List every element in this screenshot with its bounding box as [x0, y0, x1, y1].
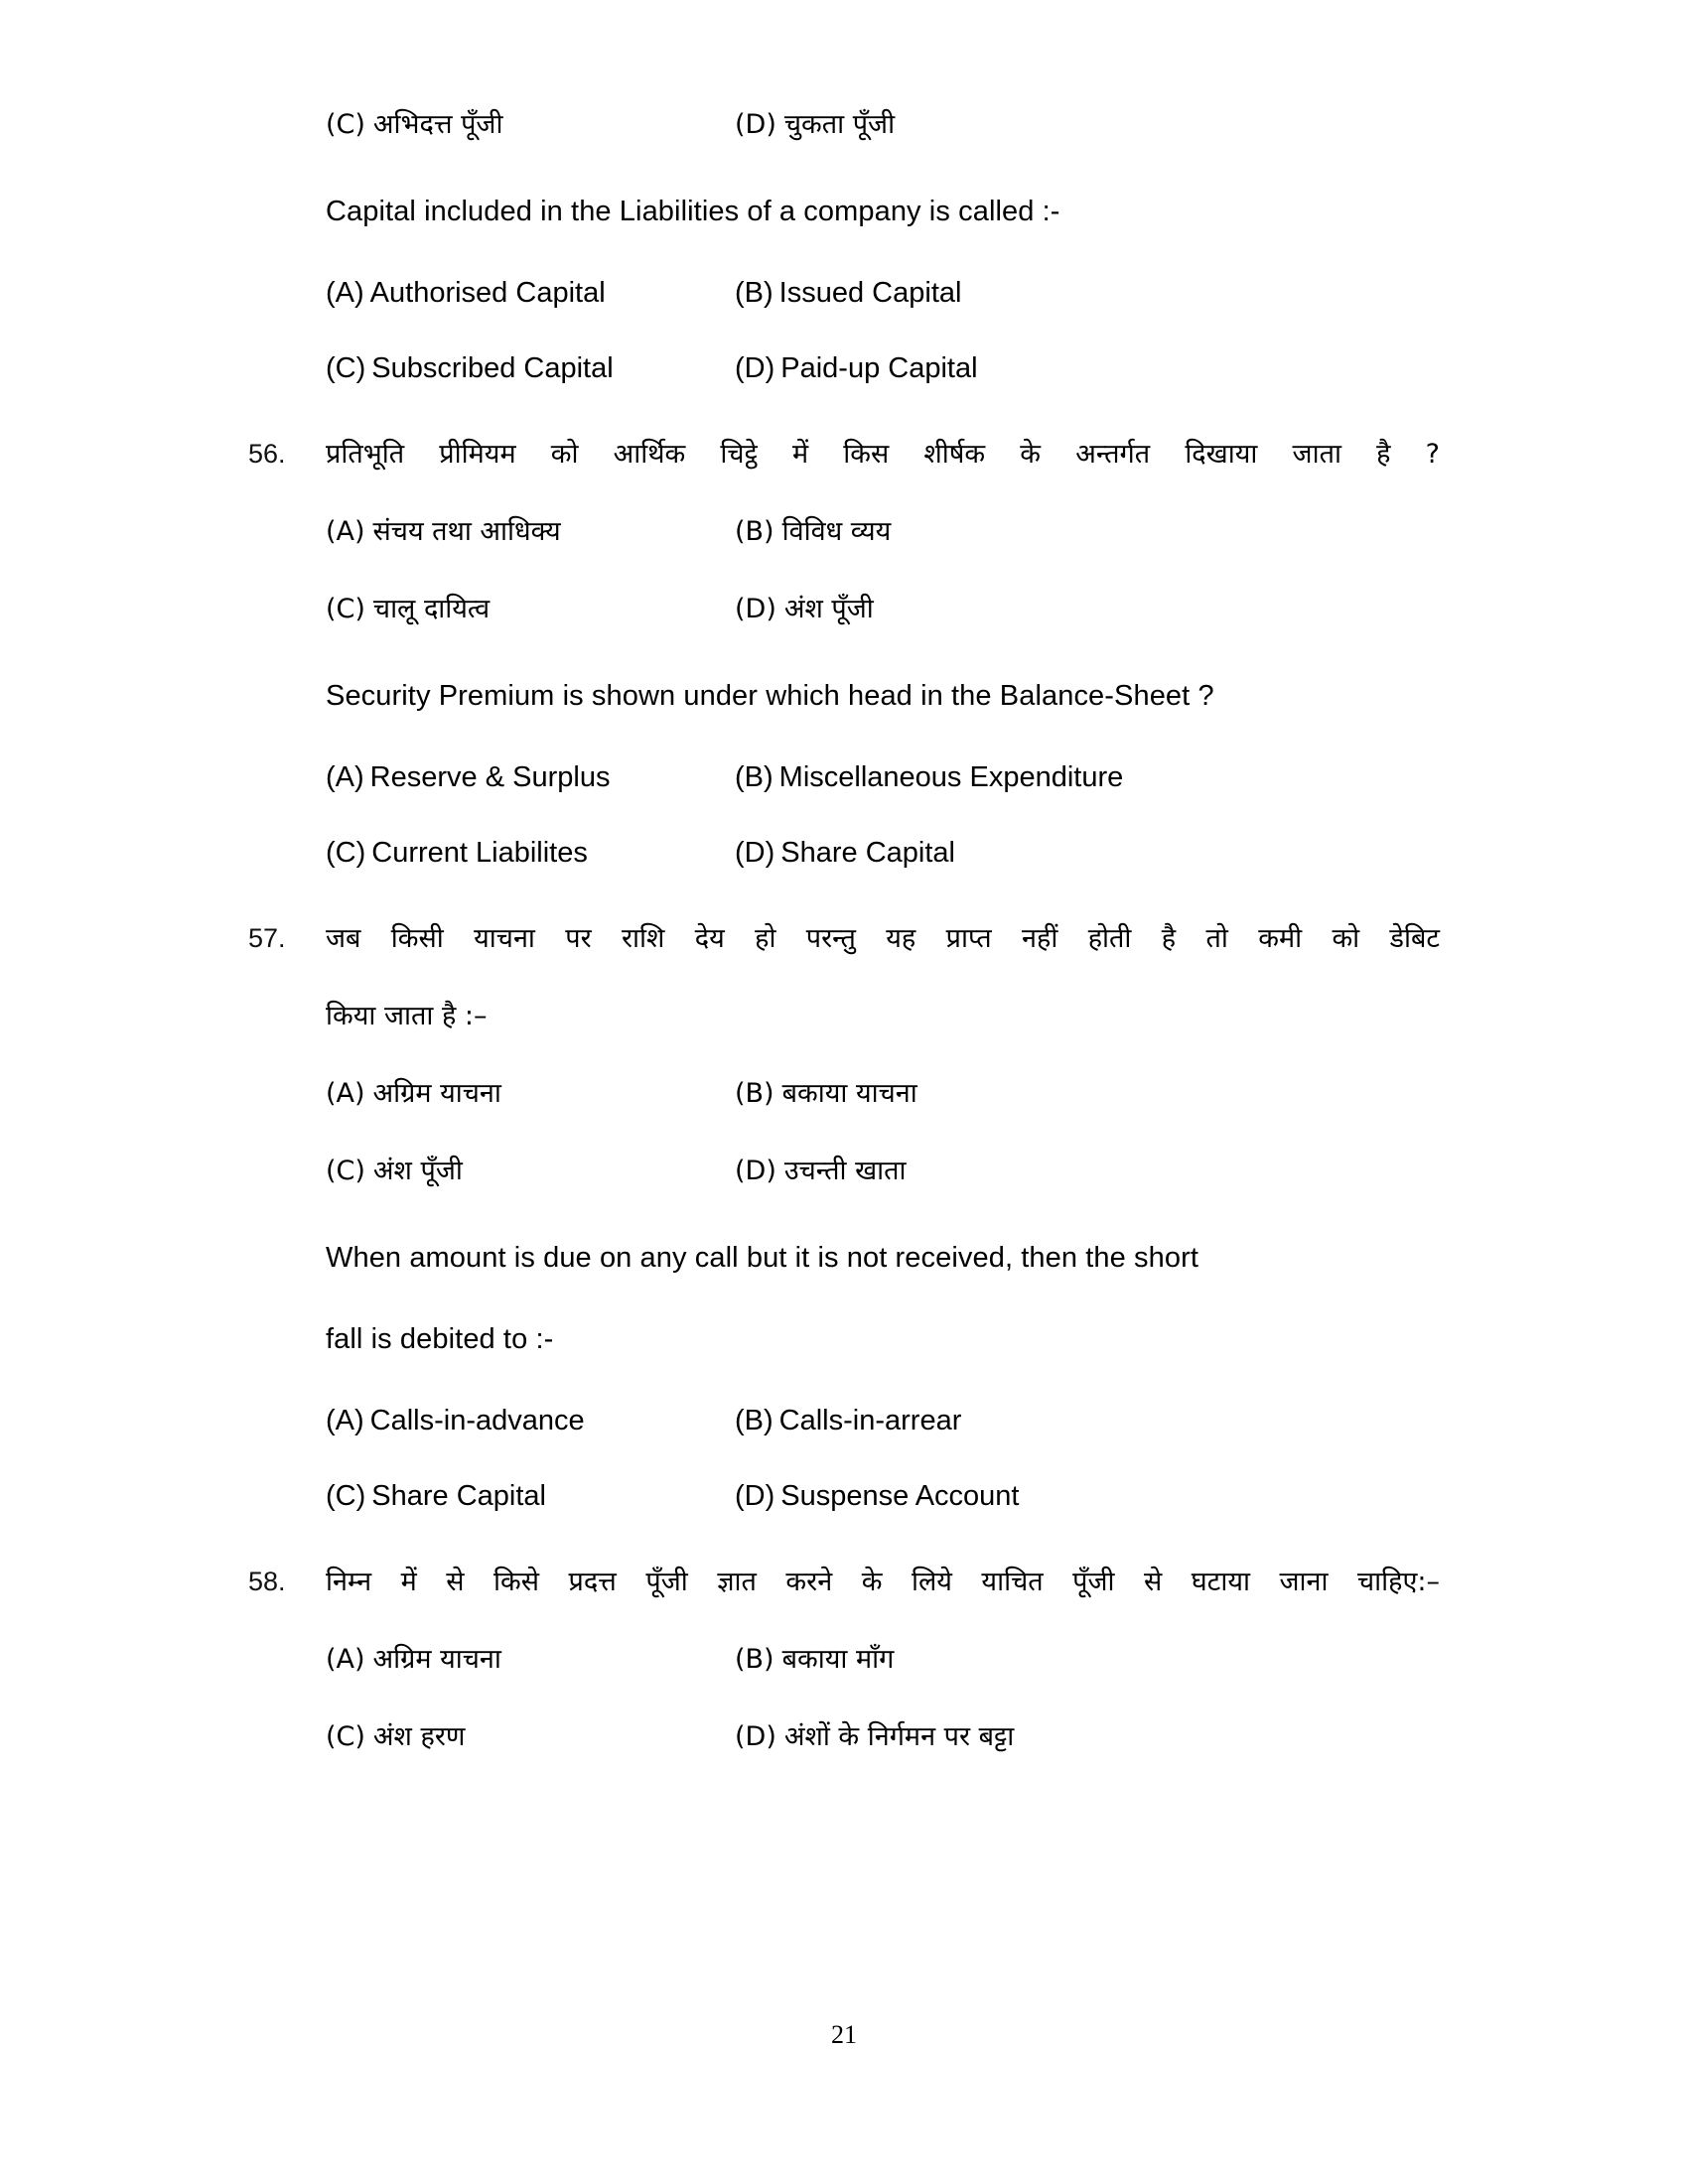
option-label: Share Capital	[371, 1480, 546, 1512]
option-label: चालू दायित्व	[372, 594, 491, 624]
question-57	[248, 908, 1440, 1542]
option-tag: (B)	[735, 1405, 774, 1436]
question-57-options-hindi-row-ab	[326, 1063, 1440, 1125]
option-a-english[interactable]	[326, 748, 735, 807]
option-label: अंश पूँजी	[372, 1156, 463, 1186]
question-57-stem-english-line2: fall is debited to :-	[326, 1323, 554, 1355]
option-label: अंश पूँजी	[783, 594, 874, 624]
option-c-hindi[interactable]	[326, 94, 735, 156]
option-tag: (B)	[735, 1644, 774, 1675]
option-tag: (D)	[735, 594, 776, 624]
option-label: अभिदत्त पूँजी	[372, 109, 503, 140]
option-c-hindi[interactable]	[326, 1706, 735, 1768]
option-label: विविध व्यय	[781, 516, 892, 547]
option-c-hindi[interactable]	[326, 579, 735, 640]
option-c-english[interactable]	[326, 823, 735, 883]
option-d-hindi[interactable]	[735, 94, 1440, 156]
option-label: Miscellaneous Expenditure	[778, 761, 1124, 793]
option-label: बकाया माँग	[781, 1644, 895, 1675]
option-tag: (C)	[326, 837, 366, 869]
option-d-english[interactable]	[735, 823, 1440, 883]
option-label: चुकता पूँजी	[783, 109, 896, 140]
option-tag: (A)	[326, 277, 364, 309]
question-58-options-hindi-row-cd	[326, 1706, 1440, 1768]
question-58-number: 58.	[248, 1567, 286, 1596]
option-label: Share Capital	[780, 837, 955, 869]
option-label: Calls-in-arrear	[778, 1405, 962, 1436]
carryover-question-stem-english: Capital included in the Liabilities of a company is called :-	[326, 196, 1060, 227]
option-tag: (D)	[735, 1156, 776, 1186]
question-56-options-hindi-row-cd	[326, 579, 1440, 640]
option-a-hindi[interactable]	[326, 501, 735, 563]
option-tag: (D)	[735, 1480, 775, 1512]
option-tag: (C)	[326, 594, 365, 624]
question-57-options-english-row-ab	[326, 1391, 1440, 1450]
option-tag: (B)	[735, 277, 774, 309]
option-label: Suspense Account	[780, 1480, 1020, 1512]
option-tag: (A)	[326, 516, 365, 547]
option-a-english[interactable]	[326, 263, 735, 323]
option-tag: (D)	[735, 837, 775, 869]
option-d-hindi[interactable]	[735, 1141, 1440, 1202]
option-tag: (D)	[735, 1721, 776, 1752]
question-57-stem-hindi-line1: जब किसी याचना पर राशि देय हो परन्तु यह प्राप्त नहीं होती है तो कमी को डेबिट	[326, 923, 1440, 954]
option-label: Calls-in-advance	[369, 1405, 585, 1436]
option-label: Issued Capital	[778, 277, 962, 309]
option-label: संचय तथा आधिक्य	[372, 516, 561, 547]
option-d-hindi[interactable]	[735, 1706, 1440, 1768]
option-tag: (C)	[326, 1721, 365, 1752]
page-content	[248, 94, 1440, 1784]
option-label: अग्रिम याचना	[372, 1644, 501, 1675]
option-label: अंश हरण	[372, 1721, 466, 1752]
question-56-options-english-row-ab	[326, 748, 1440, 807]
option-tag: (A)	[326, 1644, 365, 1675]
option-d-english[interactable]	[735, 1466, 1440, 1526]
option-tag: (A)	[326, 1405, 364, 1436]
question-56-stem-english: Security Premium is shown under which head in the Balance-Sheet ?	[326, 680, 1214, 712]
question-57-stem-english-line1: When amount is due on any call but it is not received, then the short	[326, 1242, 1199, 1274]
option-tag: (B)	[735, 1078, 774, 1109]
option-tag: (A)	[326, 761, 364, 793]
question-56-options-english-row-cd	[326, 823, 1440, 883]
option-label: Reserve & Surplus	[369, 761, 611, 793]
option-tag: (A)	[326, 1078, 365, 1109]
question-56-number: 56.	[248, 439, 286, 469]
carryover-question-block	[248, 94, 1440, 414]
question-57-options-hindi-row-cd	[326, 1141, 1440, 1202]
question-56	[248, 424, 1440, 898]
option-a-hindi[interactable]	[326, 1629, 735, 1691]
option-a-english[interactable]	[326, 1391, 735, 1450]
option-tag: (D)	[735, 109, 776, 140]
option-b-hindi[interactable]	[735, 1063, 1440, 1125]
option-b-hindi[interactable]	[735, 1629, 1440, 1691]
question-57-number: 57.	[248, 923, 286, 953]
option-label: उचन्ती खाता	[783, 1156, 907, 1186]
option-label: बकाया याचना	[781, 1078, 917, 1109]
option-b-hindi[interactable]	[735, 501, 1440, 563]
option-label: Current Liabilites	[371, 837, 588, 869]
option-label: अंशों के निर्गमन पर बट्टा	[783, 1721, 1015, 1752]
question-58-options-hindi-row-ab	[326, 1629, 1440, 1691]
option-c-english[interactable]	[326, 1466, 735, 1526]
carryover-options-row-ab	[326, 263, 1440, 323]
option-tag: (C)	[326, 1156, 365, 1186]
option-a-hindi[interactable]	[326, 1063, 735, 1125]
question-56-stem-hindi: प्रतिभूति प्रीमियम को आर्थिक चिट्ठे में किस शीर्षक के अन्तर्गत दिखाया जाता है ?	[326, 439, 1440, 470]
option-c-hindi[interactable]	[326, 1141, 735, 1202]
option-label: Subscribed Capital	[371, 352, 614, 384]
option-tag: (D)	[735, 352, 775, 384]
question-57-options-english-row-cd	[326, 1466, 1440, 1526]
page-number: 21	[831, 2020, 857, 2049]
option-d-english[interactable]	[735, 339, 1440, 398]
option-label: Authorised Capital	[369, 277, 606, 309]
option-tag: (B)	[735, 761, 774, 793]
question-57-stem-hindi-line2: किया जाता है :–	[326, 1001, 488, 1031]
option-tag: (B)	[735, 516, 774, 547]
option-tag: (C)	[326, 352, 366, 384]
question-56-options-hindi-row-ab	[326, 501, 1440, 563]
option-b-english[interactable]	[735, 263, 1440, 323]
carryover-options-row-cd	[326, 339, 1440, 398]
option-d-hindi[interactable]	[735, 579, 1440, 640]
option-tag: (C)	[326, 109, 365, 140]
option-b-english[interactable]	[735, 1391, 1440, 1450]
option-b-english[interactable]	[735, 748, 1440, 807]
question-58	[248, 1552, 1440, 1784]
option-label: अग्रिम याचना	[372, 1078, 501, 1109]
option-tag: (C)	[326, 1480, 366, 1512]
carryover-options-top-row	[326, 94, 1440, 156]
question-58-stem-hindi: निम्न में से किसे प्रदत्त पूँजी ज्ञात करने के लिये याचित पूँजी से घटाया जाना चाहिए:–	[326, 1567, 1440, 1597]
option-c-english[interactable]	[326, 339, 735, 398]
option-label: Paid-up Capital	[780, 352, 978, 384]
